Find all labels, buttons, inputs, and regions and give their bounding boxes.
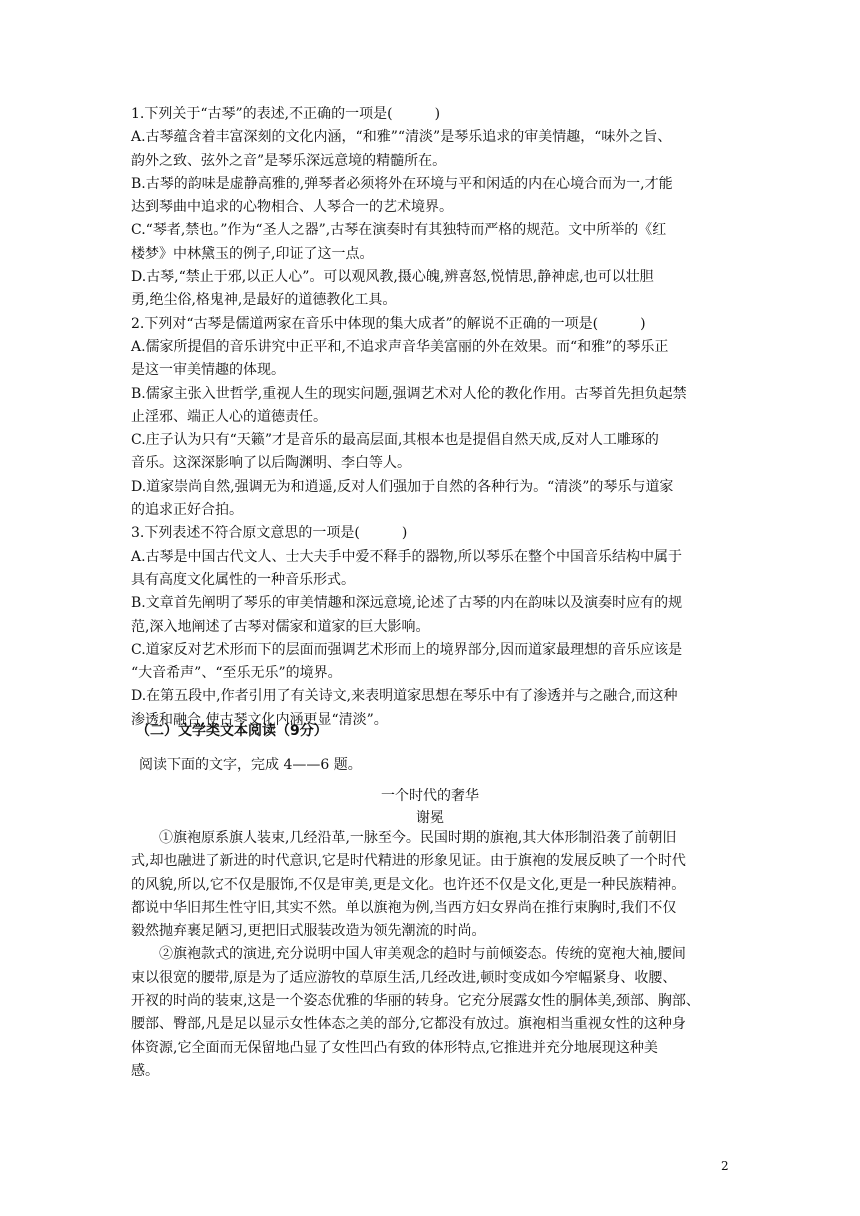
question-line: 音乐。这深深影响了以后陶渊明、李白等人。 [131,455,411,472]
question-line: C.庄子认为只有“天籁”才是音乐的最高层面,其根本也是提倡自然天成,反对人工雕琢的 [131,432,659,449]
section-heading: （二）文学类文本阅读（9分） [136,723,328,739]
question-line: 3.下列表述不符合原文意思的一项是( ) [131,525,408,542]
question-line: A.儒家所提倡的音乐讲究中正平和,不追求声音华美富丽的外在效果。而“和雅”的琴乐正 [131,338,669,355]
question-line: 韵外之致、弦外之音”是琴乐深远意境的精髓所在。 [131,152,447,169]
essay-line: 毅然抛弃裹足陋习,更把旧式服装改造为领先潮流的时尚。 [131,923,486,940]
question-line: A.古琴是中国古代文人、士大夫手中爱不释手的器物,所以琴乐在整个中国音乐结构中属于 [131,548,683,565]
question-line: 止淫邪、端正人心的道德责任。 [131,408,327,425]
question-line: “大音希声”、“至乐无乐”的境界。 [131,665,342,682]
question-line: 范,深入地阐述了古琴对儒家和道家的巨大影响。 [131,618,430,635]
question-line: 具有高度文化属性的一种音乐形式。 [131,571,355,588]
question-line: 楼梦》中林黛玉的例子,印证了这一点。 [131,245,374,262]
question-line: D.道家崇尚自然,强调无为和逍遥,反对人们强加于自然的各种行为。“清淡”的琴乐与道家 [131,478,674,495]
essay-line: 腰部、臀部,凡是足以显示女性体态之美的部分,它都没有放过。旗袍相当重视女性的这种身 [131,1016,686,1033]
essay-line: 都说中华旧邦生性守旧,其实不然。单以旗袍为例,当西方妇女界尚在推行束胸时,我们不仅 [131,899,677,916]
question-line: B.文章首先阐明了琴乐的审美情趣和深远意境,论述了古琴的内在韵味以及演奏时应有的规 [131,595,683,612]
essay-body [131,827,731,1083]
essay-line: 体资源,它全面而无保留地凸显了女性凹凸有致的体形特点,它推进并充分地展现这种美 [131,1039,658,1056]
essay-line: ①旗袍原系旗人装束,几经沿革,一脉至今。民国时期的旗袍,其大体形制沿袭了前朝旧 [131,830,677,846]
questions-block [131,103,731,732]
page-number: 2 [721,1159,729,1173]
question-line: C.道家反对艺术形而下的层面而强调艺术形而上的境界部分,因而道家最理想的音乐应该是 [131,641,683,658]
essay-line: 束以很宽的腰带,原是为了适应游牧的草原生活,几经改进,顿时变成如今窄幅紧身、收腰、 [131,969,677,986]
question-line: B.儒家主张入世哲学,重视人生的现实问题,强调艺术对人伦的教化作用。古琴首先担负起禁 [131,385,687,402]
question-line: 2.下列对“古琴是儒道两家在音乐中体现的集大成者”的解说不正确的一项是( ) [131,315,646,332]
question-line: 是这一审美情趣的体现。 [131,362,285,379]
question-line: 勇,绝尘俗,格鬼神,是最好的道德教化工具。 [131,292,397,309]
essay-author: 谢冕 [416,810,444,826]
question-line: 达到琴曲中追求的心物相合、人琴合一的艺术境界。 [131,199,453,216]
question-line: 渗透和融合,使古琴文化内涵更显“清淡”。 [131,711,388,728]
essay-line: 的风貌,所以,它不仅是服饰,不仅是审美,更是文化。也许还不仅是文化,更是一种民族精神。 [131,876,686,893]
essay-title: 一个时代的奢华 [381,788,479,804]
essay-line: 感。 [131,1062,159,1079]
question-line: C.“琴者,禁也。”作为“圣人之器”,古琴在演奏时有其独特而严格的规范。文中所举的《红 [131,222,667,239]
question-line: D.古琴,“禁止于邪,以正人心”。可以观风教,摄心魄,辨喜怒,悦情思,静神虑,也可以壮胆 [131,269,654,286]
essay-line: ②旗袍款式的演进,充分说明中国人审美观念的趋时与前倾姿态。传统的宽袍大袖,腰间 [131,946,686,963]
essay-line: 式,却也融进了新进的时代意识,它是时代精进的形象见证。由于旗袍的发展反映了一个时代 [131,853,686,870]
question-line: B.古琴的韵味是虚静高雅的,弹琴者必须将外在环境与平和闲适的内在心境合而为一,才能 [131,175,673,192]
question-line: 的追求正好合拍。 [131,502,243,519]
question-line: D.在第五段中,作者引用了有关诗文,来表明道家思想在琴乐中有了渗透并与之融合,而这种 [131,688,678,705]
question-line: 1.下列关于“古琴”的表述,不正确的一项是( ) [131,106,441,122]
essay-line: 开衩的时尚的装束,这是一个姿态优雅的华丽的转身。它充分展露女性的胴体美,颈部、胸部、 [131,993,700,1010]
question-line: A.古琴蕴含着丰富深刻的文化内涵，“和雅”“清淡”是琴乐追求的审美情趣，“味外之旨、 [131,129,672,146]
instruction-text: 阅读下面的文字，完成 4——6 题。 [139,757,362,773]
